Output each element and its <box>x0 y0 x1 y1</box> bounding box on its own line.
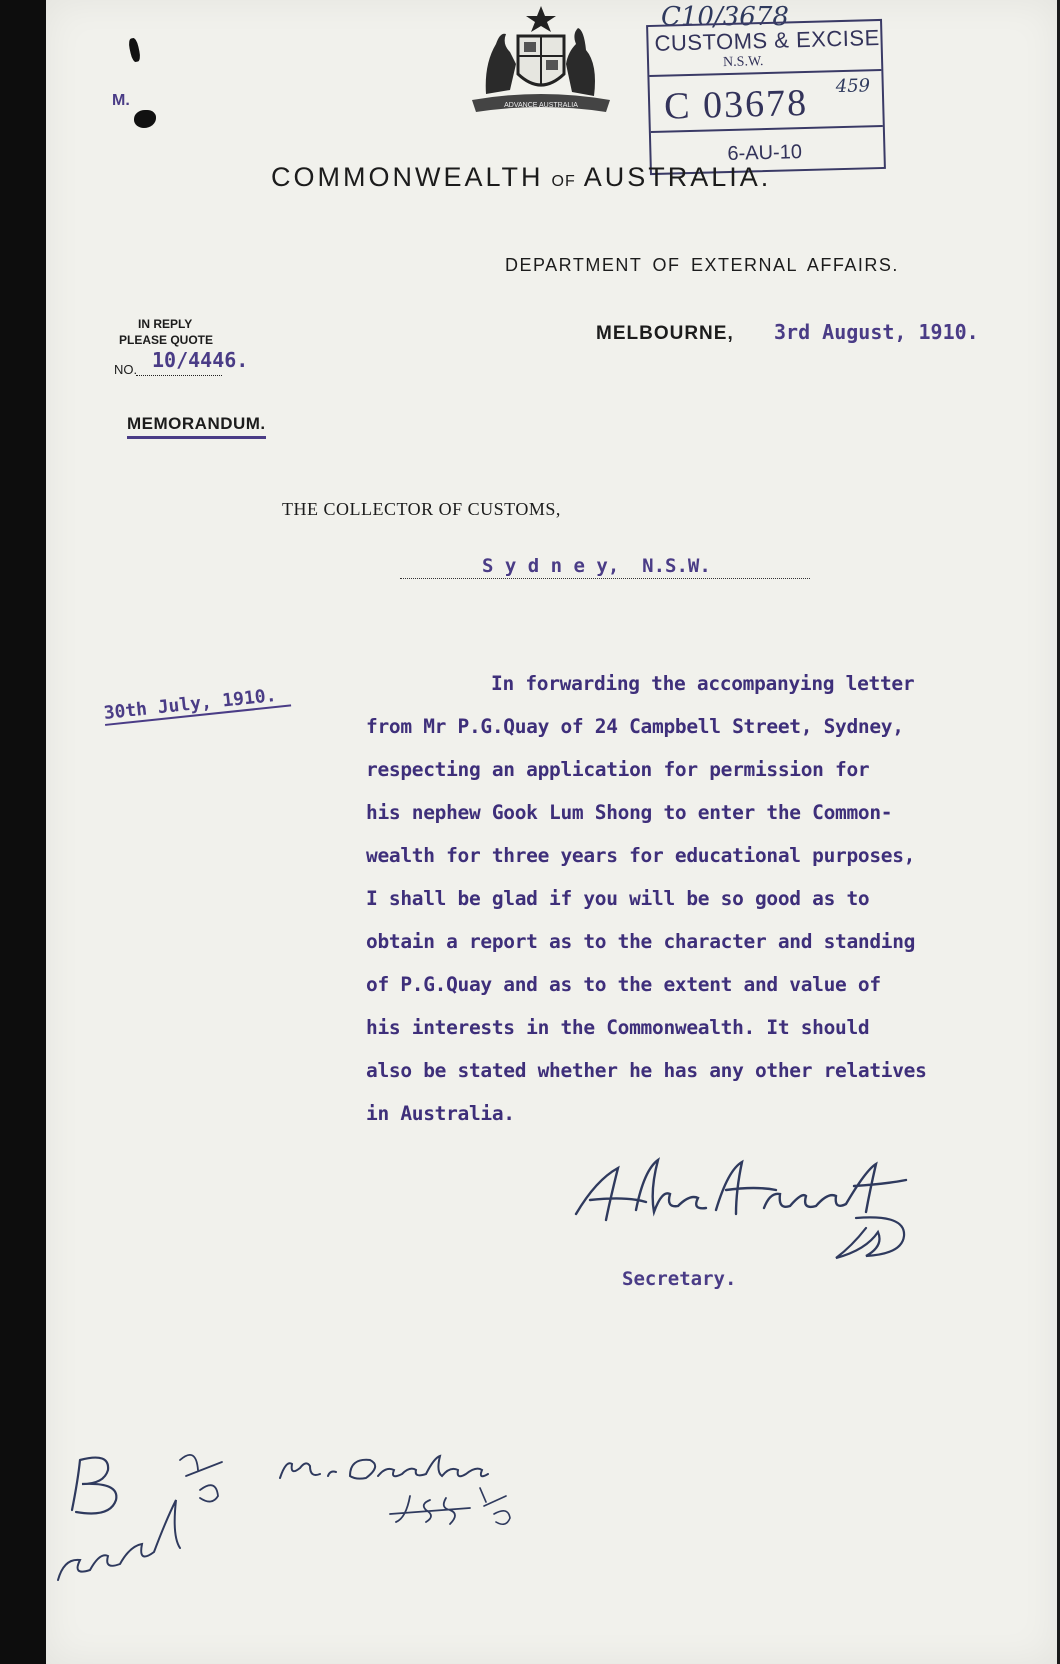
stamp-number-suffix: 459 <box>835 75 871 98</box>
body-line: his nephew Gook Lum Shong to enter the Common- <box>366 801 893 824</box>
body-line: I shall be glad if you will be so good as to <box>366 887 870 910</box>
memorandum-label: MEMORANDUM. <box>127 414 266 439</box>
number-dotted-line <box>136 375 222 376</box>
archive-binding-spine <box>0 0 46 1664</box>
body-line: respecting an application for permission for <box>366 758 870 781</box>
place-name: MELBOURNE, <box>596 323 734 344</box>
handwritten-registry-number: C10/3678 <box>661 2 789 32</box>
body-line: obtain a report as to the character and standing <box>366 930 916 953</box>
stamp-number: C 03678 <box>663 81 809 128</box>
handwritten-annotation-left <box>50 1440 250 1590</box>
letter-date: 3rd August, 1910. <box>774 320 979 344</box>
addressee-location: S y d n e y, N.S.W. <box>482 555 711 577</box>
signature <box>566 1150 926 1280</box>
department-name: DEPARTMENT OF EXTERNAL AFFAIRS. <box>505 255 899 275</box>
body-line: In forwarding the accompanying letter <box>491 672 915 695</box>
body-line: of P.G.Quay and as to the extent and value of <box>366 973 881 996</box>
margin-reference-date: 30th July, 1910. <box>103 683 292 725</box>
handwritten-annotation-middle <box>270 1448 530 1538</box>
reference-number: 10/4446. <box>152 348 249 372</box>
addressee-title: THE COLLECTOR OF CUSTOMS, <box>282 499 561 519</box>
stamp-state: N.S.W. <box>722 54 764 71</box>
body-line: from Mr P.G.Quay of 24 Campbell Street, Sydney, <box>366 715 904 738</box>
memorandum-sheet <box>46 0 1057 1664</box>
margin-mark: M. <box>112 92 130 109</box>
body-line: his interests in the Commonwealth. It should <box>366 1016 870 1039</box>
ink-mark <box>128 37 142 62</box>
body-line: in Australia. <box>366 1102 515 1125</box>
stamp-office: CUSTOMS & EXCISE <box>654 25 881 56</box>
body-line: wealth for three years for educational purposes, <box>366 844 916 867</box>
number-label: NO. <box>114 362 138 377</box>
addressee-dotted-line <box>400 578 810 579</box>
body-line: also be stated whether he has any other relatives <box>366 1059 927 1082</box>
reply-label: IN REPLY <box>138 317 193 331</box>
coat-of-arms-icon <box>466 4 616 116</box>
crest-motto: ADVANCE AUSTRALIA <box>504 102 578 109</box>
letterhead-title: COMMONWEALTH OF AUSTRALIA. <box>271 162 772 192</box>
signatory-title: Secretary. <box>622 1268 737 1290</box>
stamp-date: 6-AU-10 <box>727 141 803 166</box>
quote-label: PLEASE QUOTE <box>119 333 214 347</box>
memo-body <box>366 672 1056 1132</box>
customs-excise-stamp <box>646 19 886 175</box>
ink-blot <box>134 110 156 128</box>
